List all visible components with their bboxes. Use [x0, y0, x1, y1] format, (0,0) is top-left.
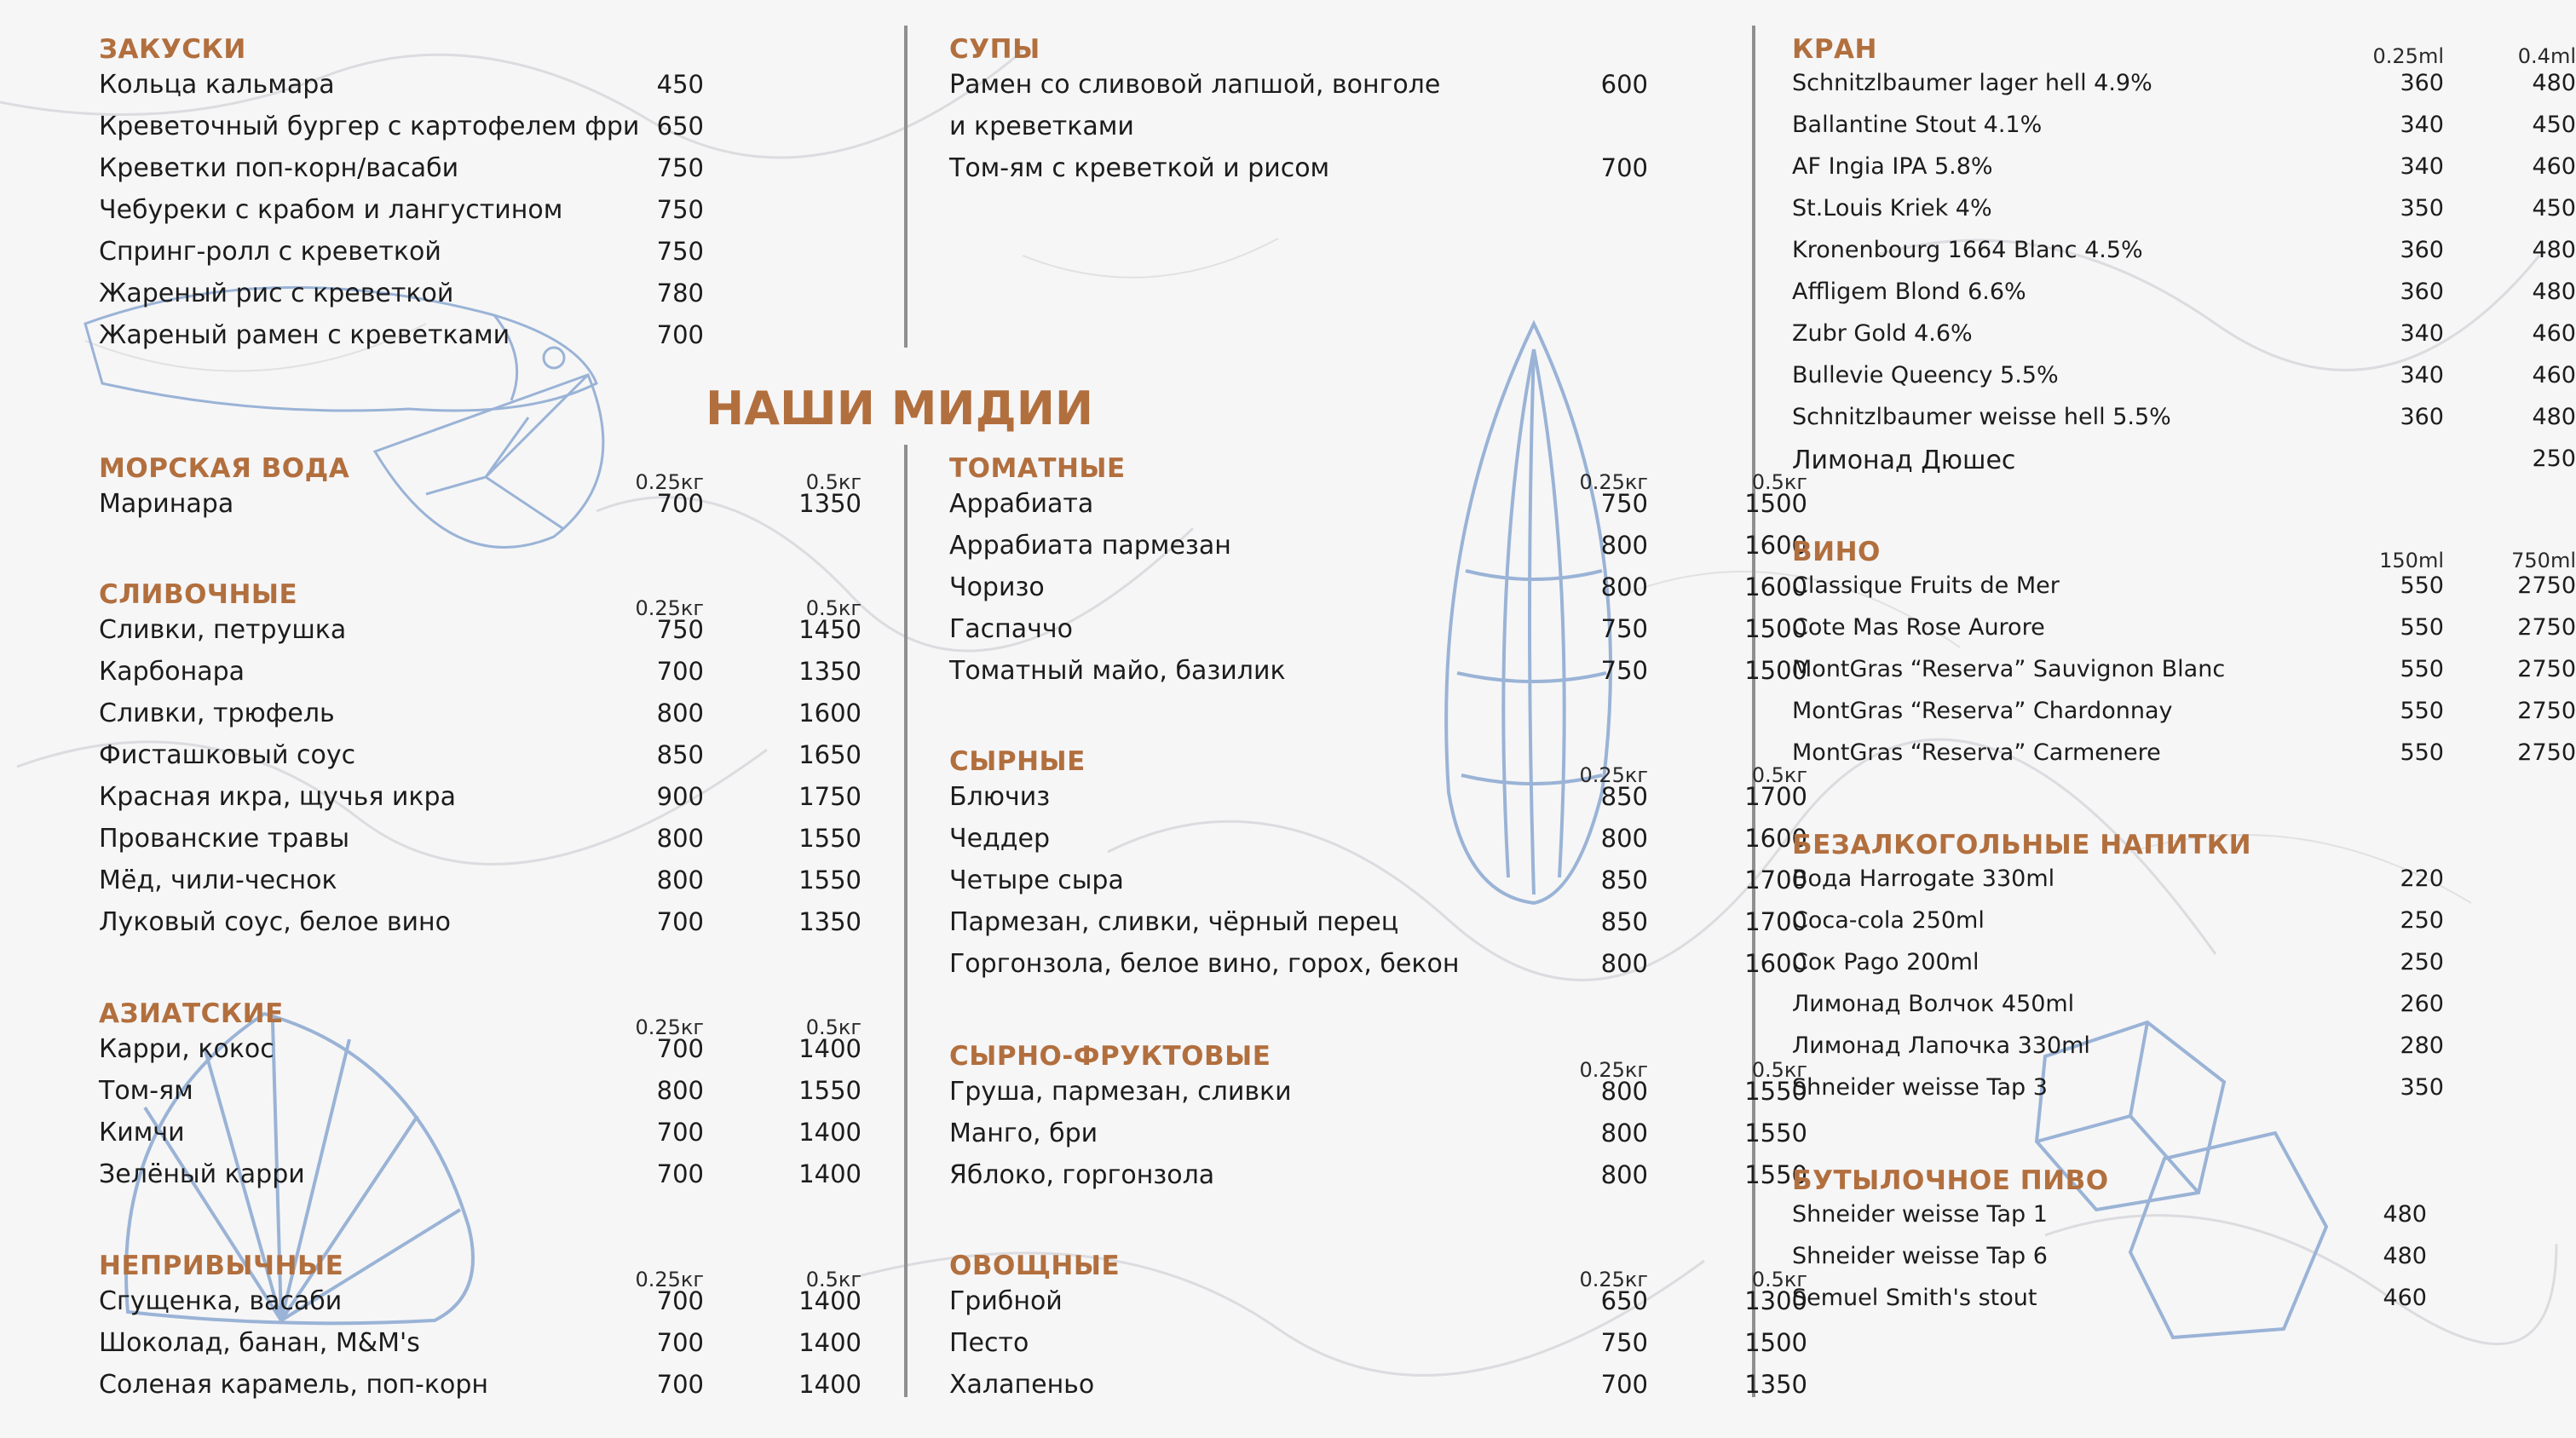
- item-name: Пармезан, сливки, чёрный перец: [949, 907, 1399, 937]
- menu-item: [949, 656, 1807, 698]
- menu-item: [99, 1159, 866, 1201]
- item-name: Горгонзола, белое вино, горох, бекон: [949, 949, 1460, 979]
- item-name: MontGras “Reserva” Chardonnay: [1792, 698, 2173, 724]
- menu-item: [99, 320, 712, 362]
- item-price-small: 800: [1600, 531, 1648, 560]
- item-price-large: 1500: [1744, 656, 1807, 685]
- item-name: Schnitzlbaumer lager hell 4.9%: [1792, 70, 2152, 96]
- menu-item: [949, 949, 1807, 991]
- item-price-large: 1700: [1744, 866, 1807, 894]
- item-name: Лимонад Лапочка 330ml: [1792, 1032, 2090, 1059]
- item-price-large: 1550: [1744, 1160, 1807, 1189]
- item-price-small: 750: [656, 615, 704, 644]
- item-price-small: 550: [2400, 572, 2444, 599]
- item-price-small: 800: [1600, 1160, 1648, 1189]
- menu-item: [949, 1370, 1807, 1412]
- menu-item: [99, 112, 712, 153]
- item-price-large: 1550: [1744, 1077, 1807, 1106]
- item-name: Сливки, петрушка: [99, 615, 347, 645]
- item-price-small: 700: [656, 489, 704, 518]
- item-name: Жареный рамен с креветками: [99, 320, 510, 350]
- item-name: Маринара: [99, 489, 234, 519]
- item-price: 750: [656, 153, 704, 182]
- item-price-small: 900: [656, 782, 704, 811]
- item-price-large: 1350: [798, 907, 862, 936]
- item-price-large: 1600: [1744, 572, 1807, 601]
- section-title: БЕЗАЛКОГОЛЬНЫЕ НАПИТКИ: [1792, 830, 2252, 860]
- menu-item: [1792, 614, 2576, 656]
- item-price-large: 1700: [1744, 907, 1807, 936]
- item-price-small: 360: [2400, 70, 2444, 96]
- item-name: Карри, кокос: [99, 1034, 274, 1064]
- unit-label: 0.5кг: [1751, 763, 1807, 787]
- item-price-large: 2750: [2517, 698, 2576, 724]
- menu-item: [99, 153, 712, 195]
- menu-item: [1792, 907, 2474, 949]
- item-price-large: 1550: [798, 866, 862, 894]
- menu-item: [949, 1160, 1807, 1202]
- item-price-large: 450: [2532, 195, 2576, 221]
- menu-item: [99, 489, 866, 531]
- item-price: 780: [656, 279, 704, 308]
- item-price: 480: [2383, 1201, 2427, 1228]
- item-price-large: 250: [2532, 446, 2576, 472]
- item-name: Shneider weisse Tap 1: [1792, 1201, 2048, 1228]
- item-price-small: 800: [656, 866, 704, 894]
- item-price: 250: [2400, 907, 2444, 934]
- item-name: и креветками: [949, 112, 1134, 141]
- unit-label: 0.25кг: [1579, 1058, 1648, 1082]
- item-price-small: 700: [656, 1034, 704, 1063]
- item-price-small: 750: [1600, 489, 1648, 518]
- unit-label: 0.25кг: [635, 596, 704, 620]
- unit-label: 0.5кг: [1751, 1058, 1807, 1082]
- item-price-large: 1350: [798, 657, 862, 686]
- unit-label: 0.25кг: [1579, 763, 1648, 787]
- item-price-large: 1550: [1744, 1119, 1807, 1148]
- item-name: Кольца кальмара: [99, 70, 335, 100]
- item-price-large: 1500: [1744, 614, 1807, 643]
- item-name: Schnitzlbaumer weisse hell 5.5%: [1792, 404, 2171, 430]
- item-price-small: 350: [2400, 195, 2444, 221]
- item-name: Груша, пармезан, сливки: [949, 1077, 1292, 1107]
- item-price-large: 1500: [1744, 1328, 1807, 1357]
- unit-label: 0.5кг: [1751, 1268, 1807, 1291]
- section-title: МОРСКАЯ ВОДА: [99, 453, 350, 484]
- menu-item: [99, 1286, 866, 1328]
- menu-item: [1792, 991, 2474, 1032]
- item-name: Кимчи: [99, 1118, 185, 1148]
- item-price-small: 360: [2400, 237, 2444, 263]
- item-price-large: 2750: [2517, 614, 2576, 641]
- item-price-small: 700: [656, 1328, 704, 1357]
- item-price-large: 1550: [798, 824, 862, 853]
- menu-item: [949, 1286, 1807, 1328]
- unit-label: 0.25кг: [635, 470, 704, 494]
- menu-item: [99, 195, 712, 237]
- item-name: Грибной: [949, 1286, 1063, 1316]
- menu-item: [99, 1118, 866, 1159]
- menu-item: [1792, 362, 2576, 404]
- section-title: ЗАКУСКИ: [99, 34, 246, 65]
- item-name: Песто: [949, 1328, 1029, 1358]
- item-name: Аррабиата: [949, 489, 1094, 519]
- item-name: Рамен со сливовой лапшой, вонголе: [949, 70, 1441, 100]
- unit-label: 0.25кг: [635, 1015, 704, 1039]
- unit-label: 0.5кг: [805, 596, 862, 620]
- item-name: MontGras “Reserva” Carmenere: [1792, 739, 2161, 766]
- item-price-small: 650: [1600, 1286, 1648, 1315]
- item-price-large: 1400: [798, 1286, 862, 1315]
- item-price-small: 550: [2400, 656, 2444, 682]
- item-name: Шоколад, банан, M&M's: [99, 1328, 420, 1358]
- unit-label: 0.4ml: [2517, 44, 2576, 68]
- menu-item: [99, 1076, 866, 1118]
- item-price-small: 700: [656, 1159, 704, 1188]
- item-price-large: 1600: [1744, 824, 1807, 853]
- unit-label: 750ml: [2511, 549, 2576, 572]
- item-name: Лимонад Волчок 450ml: [1792, 991, 2075, 1017]
- item-price: 650: [656, 112, 704, 141]
- menu-item: [949, 1328, 1807, 1370]
- menu-item: [99, 237, 712, 279]
- item-price: 250: [2400, 949, 2444, 975]
- item-price-small: 340: [2400, 320, 2444, 347]
- item-name: Блючиз: [949, 782, 1051, 812]
- item-price-large: 480: [2532, 70, 2576, 96]
- menu-item: [949, 531, 1807, 572]
- menu-item: [949, 489, 1807, 531]
- unit-label: 0.25кг: [1579, 1268, 1648, 1291]
- item-price-small: 750: [1600, 1328, 1648, 1357]
- menu-item: [1792, 1074, 2474, 1116]
- item-price-small: 360: [2400, 279, 2444, 305]
- item-price-small: 550: [2400, 614, 2444, 641]
- menu-item: [99, 824, 866, 866]
- item-price-large: 1550: [798, 1076, 862, 1105]
- item-price-large: 1500: [1744, 489, 1807, 518]
- item-price-large: 1600: [798, 699, 862, 728]
- item-price-small: 750: [1600, 656, 1648, 685]
- menu-item: [1792, 656, 2576, 698]
- item-name: Shneider weisse Tap 3: [1792, 1074, 2048, 1101]
- item-price-large: 1350: [798, 489, 862, 518]
- item-price-small: 340: [2400, 362, 2444, 388]
- item-price: 480: [2383, 1243, 2427, 1269]
- item-name: Прованские травы: [99, 824, 350, 854]
- menu-item: [949, 824, 1807, 866]
- menu-item: [1792, 866, 2474, 907]
- item-name: Affligem Blond 6.6%: [1792, 279, 2026, 305]
- section-title: СЫРНЫЕ: [949, 746, 1086, 777]
- item-name: Томатный майо, базилик: [949, 656, 1286, 686]
- item-name: Чоризо: [949, 572, 1045, 602]
- item-name: Луковый соус, белое вино: [99, 907, 451, 937]
- item-price-large: 1700: [1744, 782, 1807, 811]
- menu-item: [949, 572, 1807, 614]
- item-price-large: 1350: [1744, 1370, 1807, 1399]
- menu-item: [1792, 446, 2576, 487]
- divider-left: [904, 26, 908, 348]
- item-name: MontGras “Reserva” Sauvignon Blanc: [1792, 656, 2226, 682]
- menu-item: [99, 866, 866, 907]
- menu-item: [99, 1034, 866, 1076]
- item-name: Креветки поп-корн/васаби: [99, 153, 459, 183]
- item-price-small: 550: [2400, 698, 2444, 724]
- item-name: Bullevie Queency 5.5%: [1792, 362, 2059, 388]
- item-name: Спринг-ролл с креветкой: [99, 237, 441, 267]
- item-name: Лимонад Дюшес: [1792, 446, 2016, 475]
- item-price-small: 340: [2400, 112, 2444, 138]
- item-price-small: 850: [1600, 866, 1648, 894]
- menu-item: [99, 1370, 866, 1412]
- menu-item: [949, 1119, 1807, 1160]
- item-price-small: 800: [656, 1076, 704, 1105]
- item-price-small: 850: [1600, 782, 1648, 811]
- item-price-small: 700: [656, 907, 704, 936]
- item-price: 350: [2400, 1074, 2444, 1101]
- item-price-small: 340: [2400, 153, 2444, 180]
- menu-item: [99, 279, 712, 320]
- item-price-small: 800: [1600, 824, 1648, 853]
- item-price-large: 1750: [798, 782, 862, 811]
- item-price-large: 1400: [798, 1328, 862, 1357]
- menu-item: [99, 740, 866, 782]
- item-price-large: 1400: [798, 1159, 862, 1188]
- item-name: Креветочный бургер с картофелем фри: [99, 112, 640, 141]
- divider-right: [1752, 26, 1755, 1397]
- item-name: Том-ям с креветкой и рисом: [949, 153, 1330, 183]
- item-price: 220: [2400, 866, 2444, 892]
- unit-label: 0.5кг: [805, 1268, 862, 1291]
- unit-label: 0.5кг: [805, 470, 862, 494]
- item-name: Сгущенка, васаби: [99, 1286, 343, 1316]
- item-name: Coca-cola 250ml: [1792, 907, 1985, 934]
- item-name: Сок Pago 200ml: [1792, 949, 1980, 975]
- item-price-large: 460: [2532, 153, 2576, 180]
- item-price-small: 800: [1600, 572, 1648, 601]
- page-title: НАШИ МИДИИ: [706, 382, 1094, 435]
- item-name: Соленая карамель, поп-корн: [99, 1370, 489, 1400]
- menu-item: [949, 907, 1807, 949]
- menu-item: [1792, 70, 2576, 112]
- item-name: Аррабиата пармезан: [949, 531, 1231, 561]
- menu-item: [1792, 698, 2576, 739]
- item-name: Халапеньо: [949, 1370, 1095, 1400]
- divider-left-lower: [904, 445, 908, 1397]
- section-title: НЕПРИВЫЧНЫЕ: [99, 1251, 344, 1281]
- item-name: Мёд, чили-чеснок: [99, 866, 337, 895]
- item-price-small: 800: [1600, 1119, 1648, 1148]
- unit-label: 0.5кг: [1751, 470, 1807, 494]
- item-name: Вода Harrogate 330ml: [1792, 866, 2055, 892]
- menu-item: [1792, 739, 2576, 781]
- section-title: ОВОЩНЫЕ: [949, 1251, 1121, 1281]
- section-title: БУТЫЛОЧНОЕ ПИВО: [1792, 1165, 2109, 1196]
- item-price-small: 700: [656, 1118, 704, 1147]
- item-name: Том-ям: [99, 1076, 193, 1106]
- menu-item: [99, 699, 866, 740]
- section-title: АЗИАТСКИЕ: [99, 998, 284, 1029]
- item-name: Сливки, трюфель: [99, 699, 335, 728]
- item-price: 280: [2400, 1032, 2444, 1059]
- menu-item: [1792, 1201, 2474, 1243]
- item-name: AF Ingia IPA 5.8%: [1792, 153, 1993, 180]
- section-title: СУПЫ: [949, 34, 1040, 65]
- section-title: ТОМАТНЫЕ: [949, 453, 1126, 484]
- unit-label: 0.25ml: [2372, 44, 2444, 68]
- item-price-small: 850: [1600, 907, 1648, 936]
- item-name: St.Louis Kriek 4%: [1792, 195, 1992, 221]
- section-title: ВИНО: [1792, 537, 1881, 567]
- item-price-large: 1400: [798, 1118, 862, 1147]
- item-name: Карбонара: [99, 657, 245, 687]
- menu-item: [949, 782, 1807, 824]
- item-name: Жареный рис с креветкой: [99, 279, 454, 308]
- item-price-large: 1450: [798, 615, 862, 644]
- item-price-large: 460: [2532, 320, 2576, 347]
- menu-item: [1792, 404, 2576, 446]
- item-price-large: 1400: [798, 1370, 862, 1399]
- section-title: СЛИВОЧНЫЕ: [99, 579, 298, 610]
- item-price-large: 1400: [798, 1034, 862, 1063]
- item-name: Classique Fruits de Mer: [1792, 572, 2060, 599]
- menu-item: [949, 153, 1648, 195]
- item-price-large: 480: [2532, 404, 2576, 430]
- menu-item: [99, 782, 866, 824]
- item-price: 750: [656, 237, 704, 266]
- item-name: Зелёный карри: [99, 1159, 305, 1189]
- item-price-small: 360: [2400, 404, 2444, 430]
- item-price-small: 850: [656, 740, 704, 769]
- item-name: Zubr Gold 4.6%: [1792, 320, 1973, 347]
- item-name: Чебуреки с крабом и лангустином: [99, 195, 563, 225]
- menu-item: [1792, 320, 2576, 362]
- item-name: Манго, бри: [949, 1119, 1098, 1148]
- item-price: 450: [656, 70, 704, 99]
- menu-item: [949, 112, 1563, 153]
- menu-item: [1792, 112, 2576, 153]
- menu-item: [949, 1077, 1807, 1119]
- item-price-large: 2750: [2517, 739, 2576, 766]
- item-price-large: 450: [2532, 112, 2576, 138]
- item-price-small: 700: [656, 657, 704, 686]
- menu-item: [1792, 1243, 2474, 1285]
- unit-label: 0.25кг: [1579, 470, 1648, 494]
- menu-item: [1792, 153, 2576, 195]
- item-name: Гаспаччо: [949, 614, 1073, 644]
- item-price-large: 480: [2532, 237, 2576, 263]
- item-name: Semuel Smith's stout: [1792, 1285, 2037, 1311]
- item-price: 750: [656, 195, 704, 224]
- item-name: Cote Mas Rose Aurore: [1792, 614, 2045, 641]
- menu-item: [1792, 279, 2576, 320]
- item-price-large: 2750: [2517, 656, 2576, 682]
- section-title: КРАН: [1792, 34, 1877, 65]
- item-price: 700: [1600, 153, 1648, 182]
- item-price-large: 480: [2532, 279, 2576, 305]
- item-name: Красная икра, щучья икра: [99, 782, 456, 812]
- menu-item: [99, 615, 866, 657]
- item-name: Kronenbourg 1664 Blanc 4.5%: [1792, 237, 2143, 263]
- item-price-large: 460: [2532, 362, 2576, 388]
- item-price: 700: [656, 320, 704, 349]
- menu-item: [1792, 195, 2576, 237]
- item-price: 600: [1600, 70, 1648, 99]
- unit-label: 0.25кг: [635, 1268, 704, 1291]
- item-name: Shneider weisse Tap 6: [1792, 1243, 2048, 1269]
- unit-label: 0.5кг: [805, 1015, 862, 1039]
- item-price-small: 800: [1600, 1077, 1648, 1106]
- menu-item: [99, 1328, 866, 1370]
- menu-item: [1792, 572, 2576, 614]
- item-price-large: 1600: [1744, 531, 1807, 560]
- item-name: Фисташковый соус: [99, 740, 356, 770]
- item-price: 460: [2383, 1285, 2427, 1311]
- menu-item: [99, 70, 712, 112]
- item-name: Четыре сыра: [949, 866, 1124, 895]
- unit-label: 150ml: [2379, 549, 2444, 572]
- section-title: СЫРНО-ФРУКТОВЫЕ: [949, 1041, 1271, 1072]
- item-price-small: 700: [656, 1370, 704, 1399]
- menu-item: [949, 70, 1648, 112]
- menu-item: [949, 866, 1807, 907]
- menu-item: [99, 907, 866, 949]
- item-price-small: 550: [2400, 739, 2444, 766]
- item-name: Ballantine Stout 4.1%: [1792, 112, 2043, 138]
- item-price-large: 2750: [2517, 572, 2576, 599]
- item-price-large: 1650: [798, 740, 862, 769]
- item-price: 260: [2400, 991, 2444, 1017]
- item-price-small: 800: [1600, 949, 1648, 978]
- menu-item: [1792, 1285, 2474, 1326]
- menu-item: [1792, 237, 2576, 279]
- menu-item: [99, 657, 866, 699]
- item-price-small: 700: [1600, 1370, 1648, 1399]
- item-price-small: 800: [656, 824, 704, 853]
- menu-item: [1792, 949, 2474, 991]
- item-price-small: 700: [656, 1286, 704, 1315]
- item-price-large: 1600: [1744, 949, 1807, 978]
- item-price-small: 750: [1600, 614, 1648, 643]
- menu-item: [1792, 1032, 2474, 1074]
- item-name: Яблоко, горгонзола: [949, 1160, 1215, 1190]
- item-price-small: 800: [656, 699, 704, 728]
- item-price-large: 1300: [1744, 1286, 1807, 1315]
- menu-item: [949, 614, 1807, 656]
- item-name: Чеддер: [949, 824, 1051, 854]
